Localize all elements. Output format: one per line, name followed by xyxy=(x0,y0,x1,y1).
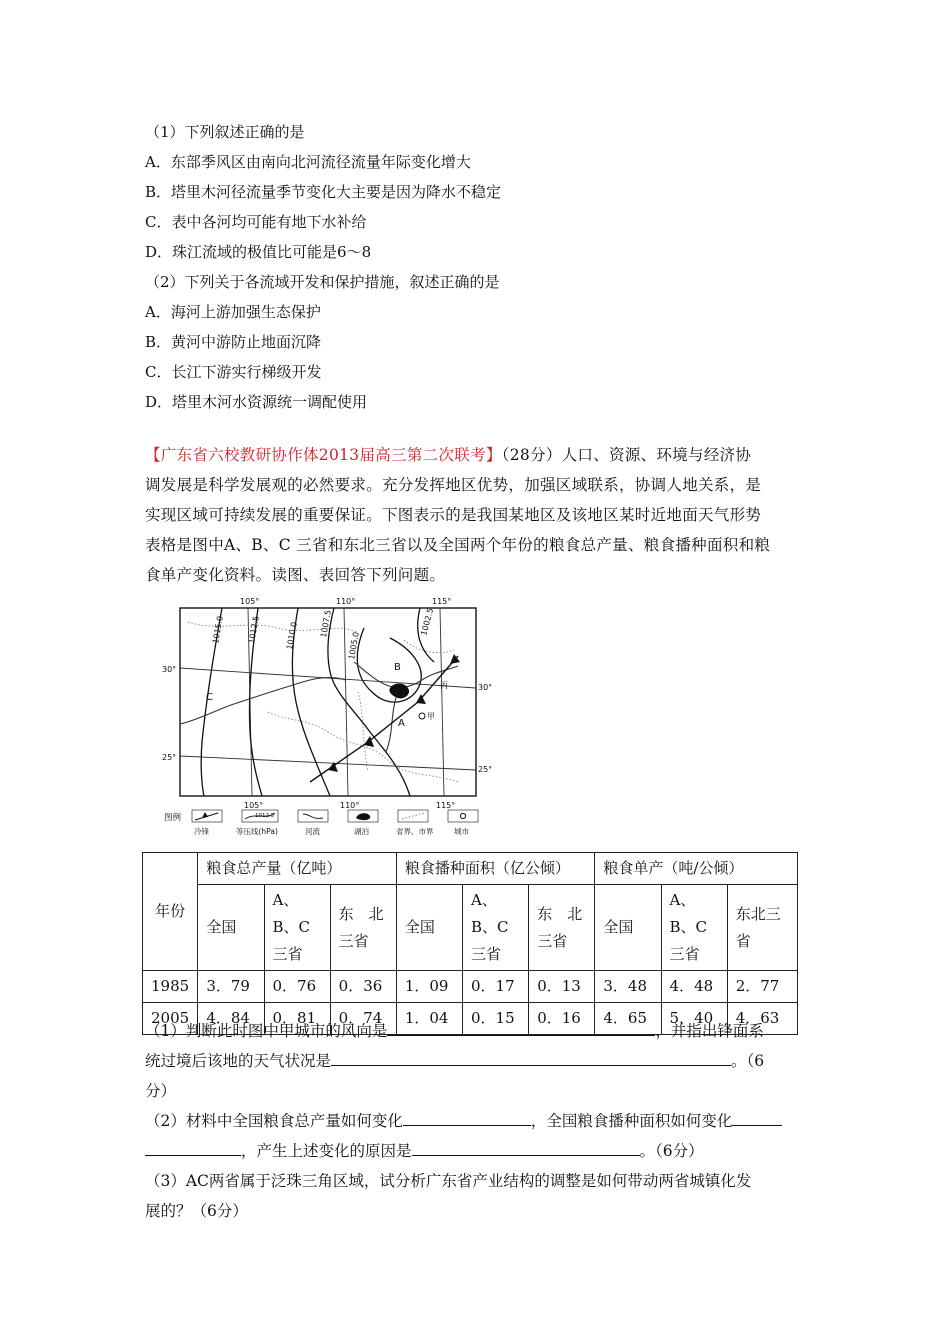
table-cell: 4．48 xyxy=(661,971,727,1003)
table-row xyxy=(143,971,798,1003)
legend-city: 城市 xyxy=(454,827,469,836)
lat-right-30: 30° xyxy=(478,683,493,692)
table-cell: 0．13 xyxy=(529,971,595,1003)
lon-top-110: 110° xyxy=(336,597,356,606)
table-cell: 1．09 xyxy=(396,971,462,1003)
sub-header-output-northeast: 东 北三省 xyxy=(330,885,396,971)
front-triangle-4 xyxy=(450,654,460,664)
table-cell: 0．81 xyxy=(264,1003,330,1035)
table-cell: 4．65 xyxy=(595,1003,661,1035)
q2-stem: （2）下列关于各流域开发和保护措施，叙述正确的是 xyxy=(145,273,500,291)
legend-city-marker xyxy=(460,813,465,818)
answer-blank-area-change-1[interactable] xyxy=(732,1108,782,1126)
table-cell: 0．76 xyxy=(264,971,330,1003)
q3-text-a: （3）AC两省属于泛珠三角区域，试分析广东省产业结构的调整是如何带动两省城镇化发 xyxy=(145,1172,752,1190)
q2-option-d: D．塔里木河水资源统一调配使用 xyxy=(145,393,368,411)
q1-option-c: C．表中各河均可能有地下水补给 xyxy=(145,213,367,231)
table-cell: 0．74 xyxy=(330,1003,396,1035)
weather-map xyxy=(158,592,498,842)
q1-option-d: D．珠江流域的极值比可能是6～8 xyxy=(145,243,372,261)
boundary-b-east xyxy=(404,640,454,653)
lon-bottom-115: 115° xyxy=(436,801,456,810)
province-a-label: A xyxy=(398,718,405,729)
row-year: 2005 xyxy=(143,1003,198,1035)
city-jia-marker xyxy=(419,713,425,719)
map-legend xyxy=(164,810,478,836)
sub-header-yield-northeast: 东北三省 xyxy=(727,885,797,971)
province-c-label: C xyxy=(206,692,213,703)
table-cell: 4．84 xyxy=(198,1003,264,1035)
lat-right-25: 25° xyxy=(478,765,493,774)
table-cell: 2．77 xyxy=(727,971,797,1003)
legend-box-river xyxy=(298,810,328,822)
q2-option-a: A．海河上游加强生态保护 xyxy=(145,303,321,321)
answer-blank-wind-direction[interactable] xyxy=(387,1018,655,1036)
sub-header-area-abc: A、B、C三省 xyxy=(463,885,529,971)
intro-line-3: 实现区域可持续发展的重要保证。下图表示的是我国某地区及该地区某时近地面天气形势 xyxy=(145,506,762,524)
grain-table xyxy=(142,852,798,1035)
question-1 xyxy=(145,1016,810,1106)
city-jia-label: 甲 xyxy=(427,712,435,721)
sub-header-yield-abc: A、B、C三省 xyxy=(661,885,727,971)
group-header-yield: 粮食单产（吨/公倾） xyxy=(595,853,798,885)
intro-line-1: （28分）人口、资源、环境与经济协 xyxy=(501,446,752,464)
point-bing-label: 丙 xyxy=(440,681,448,690)
isobar-label-1012-5: 1012.5 xyxy=(247,615,261,645)
parallel-25 xyxy=(180,756,476,770)
q2-text-c: ，产生上述变化的原因是 xyxy=(241,1142,412,1160)
legend-boundary-line xyxy=(402,813,424,819)
legend-lake: 湖泊 xyxy=(354,827,369,836)
answer-blank-weather[interactable] xyxy=(331,1048,731,1066)
lon-top-105: 105° xyxy=(240,597,260,606)
q1-text-a: （1）判断此时图中甲城市的风向是 xyxy=(145,1022,388,1040)
group-header-area: 粮食播种面积（亿公倾） xyxy=(396,853,595,885)
intro-paragraph xyxy=(145,440,810,590)
lat-left-25: 25° xyxy=(162,753,177,762)
table-cell: 3．48 xyxy=(595,971,661,1003)
lake xyxy=(389,684,409,699)
year-header: 年份 xyxy=(143,853,198,971)
sub-header-area-national: 全国 xyxy=(396,885,462,971)
legend-title: 图例 xyxy=(164,813,182,823)
question-3 xyxy=(145,1166,810,1226)
isobar-label-1005: 1005.0 xyxy=(347,631,361,661)
isobar-label-1002-5: 1002.5 xyxy=(419,607,436,637)
answer-blank-area-change-2[interactable] xyxy=(145,1138,241,1156)
q1-text-b: ，并指出锋面系 xyxy=(655,1022,764,1040)
legend-isobar: 等压线(hPa) xyxy=(236,827,278,836)
table-header-row-2 xyxy=(143,885,798,971)
lat-left-30: 30° xyxy=(162,665,177,674)
legend-river-line xyxy=(303,814,323,818)
answer-blank-output-change[interactable] xyxy=(403,1108,531,1126)
lon-bottom-105: 105° xyxy=(244,801,264,810)
isobar-label-1007-5: 1007.5 xyxy=(319,609,333,639)
table-cell: 1．04 xyxy=(396,1003,462,1035)
table-header-row-1 xyxy=(143,853,798,885)
q1-text-e: 分） xyxy=(145,1082,177,1100)
intro-line-4: 表格是图中A、B、C 三省和东北三省以及全国两个年份的粮食总产量、粮食播种面积和粮 xyxy=(145,536,771,554)
intro-line-5: 食单产变化资料。读图、表回答下列问题。 xyxy=(145,566,446,584)
table-cell: 0．16 xyxy=(529,1003,595,1035)
intro-line-2: 调发展是科学发展观的必然要求。充分发挥地区优势，加强区域联系，协调人地关系，是 xyxy=(145,476,762,494)
sub-header-output-abc: A、B、C三省 xyxy=(264,885,330,971)
row-year: 1985 xyxy=(143,971,198,1003)
group-header-output: 粮食总产量（亿吨） xyxy=(198,853,397,885)
q1-text-d: 。（6 xyxy=(731,1052,765,1070)
boundary-a-west xyxy=(358,692,368,772)
q2-option-c: C．长江下游实行梯级开发 xyxy=(145,363,322,381)
sub-header-area-northeast: 东 北三省 xyxy=(529,885,595,971)
legend-boundary: 省界、市界 xyxy=(396,827,434,836)
q1-option-b: B．塔里木河径流量季节变化大主要是因为降水不稳定 xyxy=(145,183,502,201)
legend-river: 河流 xyxy=(305,827,320,836)
q2-text-d: 。（6分） xyxy=(639,1142,704,1160)
legend-front-triangle xyxy=(202,812,208,818)
question-2 xyxy=(145,1106,810,1166)
q2-text-b: ，全国粮食播种面积如何变化 xyxy=(530,1112,733,1130)
legend-lake-shape xyxy=(356,813,370,820)
sub-header-output-national: 全国 xyxy=(198,885,264,971)
table-cell: 0．36 xyxy=(330,971,396,1003)
table-cell: 3．79 xyxy=(198,971,264,1003)
legend-isobar-sample: 1012.5 xyxy=(255,813,275,819)
q3-text-b: 展的？（6分） xyxy=(145,1202,248,1220)
table-cell: 0．17 xyxy=(463,971,529,1003)
isobar-label-1010: 1010.0 xyxy=(285,621,299,651)
isobar-1005 xyxy=(357,628,421,702)
table-cell: 5．40 xyxy=(661,1003,727,1035)
table-cell: 4．63 xyxy=(727,1003,797,1035)
q1-option-a: A．东部季风区由南向北河流径流量年际变化增大 xyxy=(145,153,471,171)
q1-text-c: 统过境后该地的天气状况是 xyxy=(145,1052,332,1070)
q1-stem: （1）下列叙述正确的是 xyxy=(145,123,305,141)
sub-header-yield-national: 全国 xyxy=(595,885,661,971)
answer-blank-reason[interactable] xyxy=(412,1138,640,1156)
source-tag: 【广东省六校教研协作体2013届高三第二次联考】 xyxy=(145,446,502,464)
q2-text-a: （2）材料中全国粮食总产量如何变化 xyxy=(145,1112,403,1130)
lon-top-115: 115° xyxy=(432,597,452,606)
legend-cold-front: 冷锋 xyxy=(194,827,209,836)
meridian-115 xyxy=(440,608,444,796)
lon-bottom-110: 110° xyxy=(340,801,360,810)
table-cell: 0．15 xyxy=(463,1003,529,1035)
province-b-label: B xyxy=(394,662,401,673)
isobar-label-1015: 1015.0 xyxy=(211,615,225,645)
q2-option-b: B．黄河中游防止地面沉降 xyxy=(145,333,322,351)
